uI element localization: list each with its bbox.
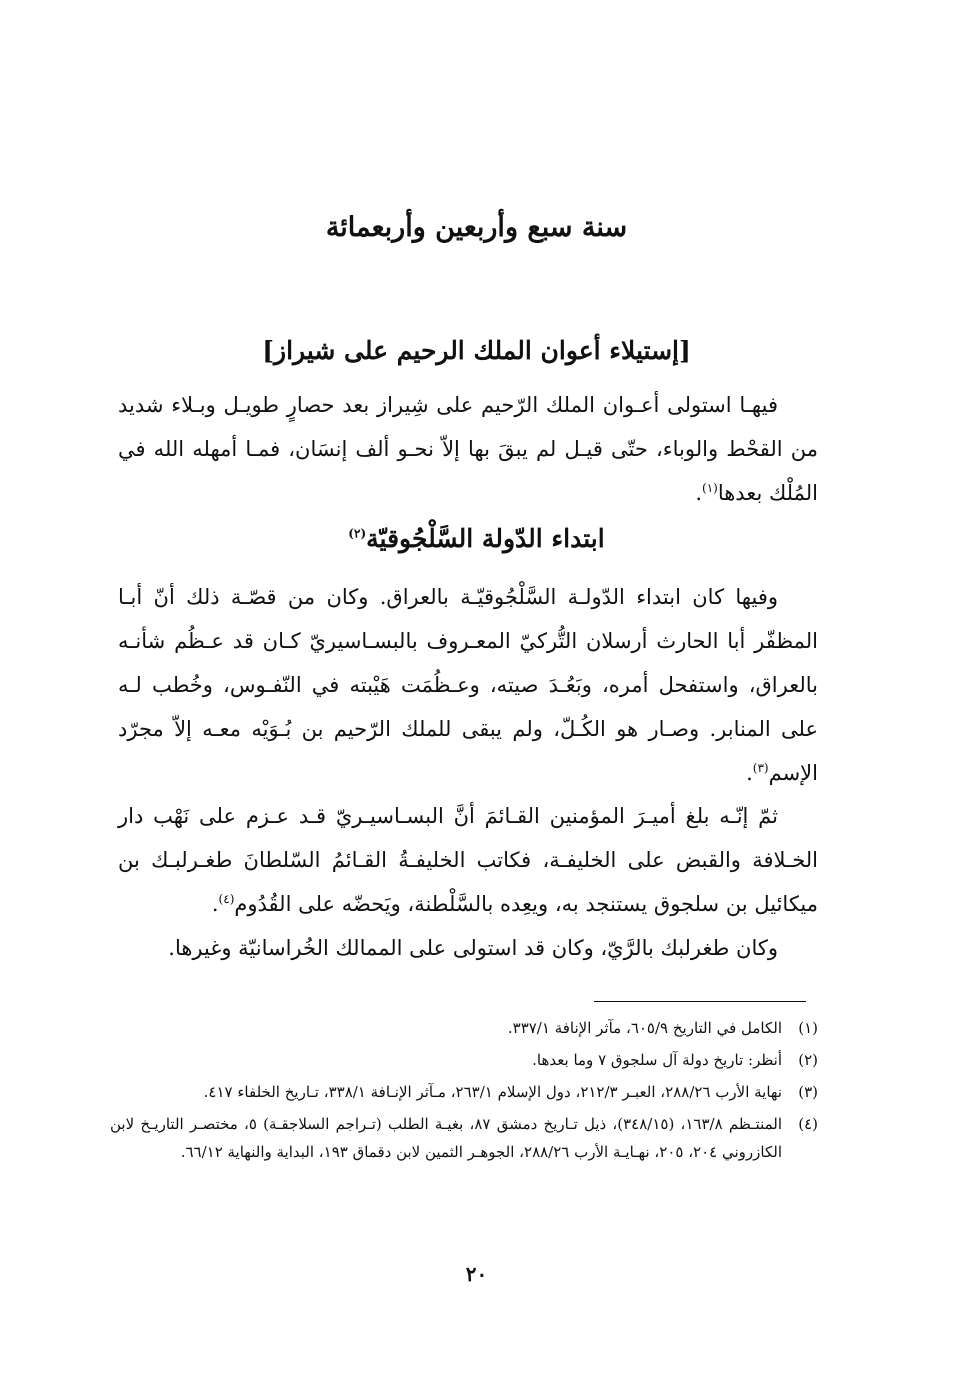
paragraph-text: وفيها كان ابتداء الدّولـة السَّلْجُوقيّـة بالعراق. وكان من قصّـة ذلك أنّ أبـا المظفّر أبا الحارث أرسلان التُّركيّ المعـروف بالبسـاسيريّ كـان قد عـظُم شأنـه بالعراق، واستفحل أمره، وبَعُـدَ صيته، وعـظُمَت هَيْبته في النّفـوس، وخُطب لـه على المنابر. وصـار هو الكُـلّ، ولم يبقى للملك الرّحيم بن بُـوَيْه معـه إلاّ مجرّد الإسم [118, 585, 818, 785]
footnote-divider [594, 1001, 806, 1002]
footnote-item [110, 1046, 818, 1074]
footnote-reference: (٣) [752, 761, 769, 775]
footnote-number: (٣) [798, 1083, 818, 1101]
footnote-item [110, 1078, 818, 1106]
section-title-seljuk [0, 524, 953, 553]
footnote-item [110, 1014, 818, 1042]
footnote-number: (١) [798, 1019, 818, 1037]
paragraph-end: . [695, 481, 702, 505]
paragraph-tughril-rayy: وكان طغرلبك بالرَّيّ، وكان قد استولى على الممالك الخُراسانيّة وغيرها. [168, 936, 778, 960]
paragraph-seljuk-origin [118, 575, 818, 795]
section-title-text: ابتداء الدّولة السَّلْجُوقيّة [366, 524, 605, 553]
footnote-text: الكامل في التاريخ ٦٠٥/٩، مآثر الإنافة ٣٣٧/١. [507, 1019, 782, 1037]
chapter-heading: سنة سبع وأربعين وأربعمائة [325, 212, 628, 243]
footnote-number: (٢) [798, 1051, 818, 1069]
footnote-text: أنظر: تاريخ دولة آل سلجوق ٧ وما بعدها. [532, 1051, 782, 1069]
footnote-number: (٤) [798, 1115, 818, 1133]
paragraph-end: . [746, 761, 753, 785]
footnote-text: نهاية الأرب ٢٨٨/٢٦، العبـر ٢١٢/٣، دول الإسلام ٢٦٣/١، مـآثر الإنـافة ٣٣٨/١، تـاريخ الخلفاء ٤١٧. [203, 1083, 782, 1101]
footnotes [110, 1014, 818, 1170]
footnote-reference: (٢) [348, 526, 367, 541]
paragraph-text: ثمّ إنّـه بلغ أميـرَ المؤمنين القـائمَ أنَّ البسـاسيـريّ قـد عـزم على نَهْب دار الخـلافة والقبض على الخليفـة، فكاتب الخليفـةُ القـائمُ السّلطانَ طغـرلبـك بن ميكائيل بن سلجوق يستنجد به، ويعِده بالسَّلْطنة، ويَحضّه على القُدُوم [118, 804, 818, 916]
paragraph-end: . [211, 892, 219, 916]
footnote-reference: (١) [702, 481, 718, 495]
footnote-text: المنتـظم ١٦٣/٨، (٣٤٨/١٥)، ذيل تـاريخ دمشق ٨٧، بغيـة الطلب (تـراجم السلاجقـة) ٥، مختصـر التاريـخ لابن الكازروني ٢٠٤، ٢٠٥، نهـايـة الأرب ٢٨٨/٢٦، الجوهـر الثمين لابن دقماق ١٩٣، البداية والنهاية ٦٦/١٢. [110, 1115, 783, 1161]
page-number: ٢٠ [465, 1262, 488, 1286]
footnote-reference: (٤) [218, 892, 235, 906]
paragraph-basasiri-plot [118, 794, 818, 926]
paragraph-shiraz [118, 383, 818, 515]
paragraph-text: فيهـا استولى أعـوان الملك الرّحيم على شِيراز بعد حصارٍ طويـل وبـلاء شديد من القحْط والوباء، حتّى قيـل لم يبقَ بها إلاّ نحـو ألف إنسَان، فمـا أمهله الله في المُلْك بعدها [118, 393, 818, 505]
section-title-shiraz: [إستيلاء أعوان الملك الرحيم على شيراز] [262, 336, 691, 365]
footnote-item [110, 1110, 818, 1166]
